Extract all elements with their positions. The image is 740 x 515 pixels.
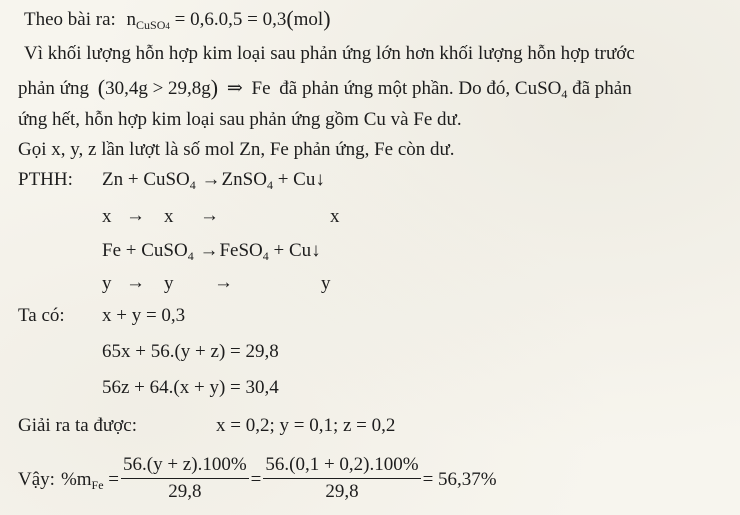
final-label: Vậy: bbox=[18, 468, 55, 490]
eq1-right-sub: 4 bbox=[266, 178, 273, 192]
eq2-end: + Cu↓ bbox=[273, 240, 321, 261]
system-eq-2: 65x + 56.(y + z) = 29,8 bbox=[102, 341, 279, 362]
eq2-mole-y3: y bbox=[321, 273, 331, 294]
fraction-2-denominator: 29,8 bbox=[325, 481, 359, 502]
eq2-row-arrow-2: → bbox=[214, 272, 233, 293]
para-b-end: đã phản bbox=[572, 78, 632, 99]
implies-symbol: ⇒ bbox=[226, 78, 243, 99]
final-lhs: %m bbox=[60, 468, 92, 490]
fraction-1 bbox=[121, 452, 249, 505]
para-b-start: phản ứng bbox=[18, 78, 89, 99]
final-lhs-sub: Fe bbox=[91, 477, 104, 492]
mol-symbol: n bbox=[126, 9, 137, 30]
variables-line: Gọi x, y, z lần lượt là số mol Zn, Fe phản ứng, Fe còn dư. bbox=[18, 139, 455, 160]
eq2-arrow: → bbox=[199, 240, 219, 261]
para-line-b: phản ứng (30,4g > 29,8g) ⇒ Fe đã phản ứng một phần. Do đó, CuSO$_4$ đã phản bbox=[18, 75, 632, 101]
eq1-left: Zn + CuSO bbox=[102, 169, 190, 190]
final-result: = 56,37% bbox=[422, 468, 497, 490]
mol-sub-4: 4 bbox=[165, 21, 170, 31]
para-line-a: Vì khối lượng hỗn hợp kim loại sau phản ứng lớn hơn khối lượng hỗn hợp trước bbox=[24, 43, 635, 64]
eq2-mole-y1: y bbox=[102, 273, 112, 294]
given-unit: mol bbox=[293, 9, 324, 30]
eq1-mole-x2: x bbox=[164, 206, 174, 227]
fraction-2 bbox=[263, 452, 420, 505]
para-b-fe: Fe bbox=[251, 78, 271, 99]
fraction-1-denominator: 29,8 bbox=[168, 481, 202, 502]
eq1-row-arrow-2: → bbox=[200, 205, 219, 226]
fraction-2-numerator: 56.(0,1 + 0,2).100% bbox=[263, 452, 420, 479]
eq2-mole-y2: y bbox=[164, 273, 174, 294]
fraction-1-numerator: 56.(y + z).100% bbox=[121, 452, 249, 479]
equation-2 bbox=[102, 239, 321, 263]
given-prefix: Theo bài ra: bbox=[24, 9, 116, 30]
given-line: Theo bài ra: $n_{CuSO4} = 0,6.0,5 = 0,3(mol)$ bbox=[24, 6, 331, 32]
system-eq-1: x + y = 0,3 bbox=[102, 305, 186, 326]
system-label: Ta có: bbox=[18, 305, 65, 326]
equation-1 bbox=[102, 168, 325, 192]
para-line-c: ứng hết, hỗn hợp kim loại sau phản ứng gồm Cu và Fe dư. bbox=[18, 109, 462, 130]
eq2-right-sub: 4 bbox=[262, 249, 269, 263]
final-eq-2: = bbox=[250, 468, 262, 490]
final-line bbox=[18, 454, 497, 507]
pthh-label: PTHH: bbox=[18, 169, 73, 190]
eq1-arrow: → bbox=[201, 169, 221, 190]
para-b-sub: 4 bbox=[561, 87, 568, 101]
eq1-end: + Cu↓ bbox=[277, 169, 325, 190]
eq1-right: ZnSO bbox=[221, 169, 267, 190]
eq1-sub: 4 bbox=[189, 178, 196, 192]
eq1-row-arrow-1: → bbox=[126, 205, 145, 226]
mol-sub-cuso: CuSO bbox=[136, 18, 166, 32]
solve-label: Giải ra ta được: bbox=[18, 415, 137, 436]
solve-result: x = 0,2; y = 0,1; z = 0,2 bbox=[216, 415, 396, 436]
para-b-cond: 30,4g > 29,8g bbox=[105, 78, 211, 99]
eq2-right: FeSO bbox=[219, 240, 263, 261]
eq2-row-arrow-1: → bbox=[126, 272, 145, 293]
final-eq-1: = bbox=[108, 468, 120, 490]
system-eq-3: 56z + 64.(x + y) = 30,4 bbox=[102, 377, 279, 398]
eq2-sub: 4 bbox=[187, 249, 194, 263]
para-b-rest: đã phản ứng một phần. Do đó, CuSO bbox=[279, 78, 562, 99]
given-expr: = 0,6.0,5 = 0,3 bbox=[174, 9, 287, 30]
eq2-left: Fe + CuSO bbox=[102, 240, 188, 261]
eq1-mole-x1: x bbox=[102, 206, 112, 227]
eq1-mole-x3: x bbox=[330, 206, 340, 227]
